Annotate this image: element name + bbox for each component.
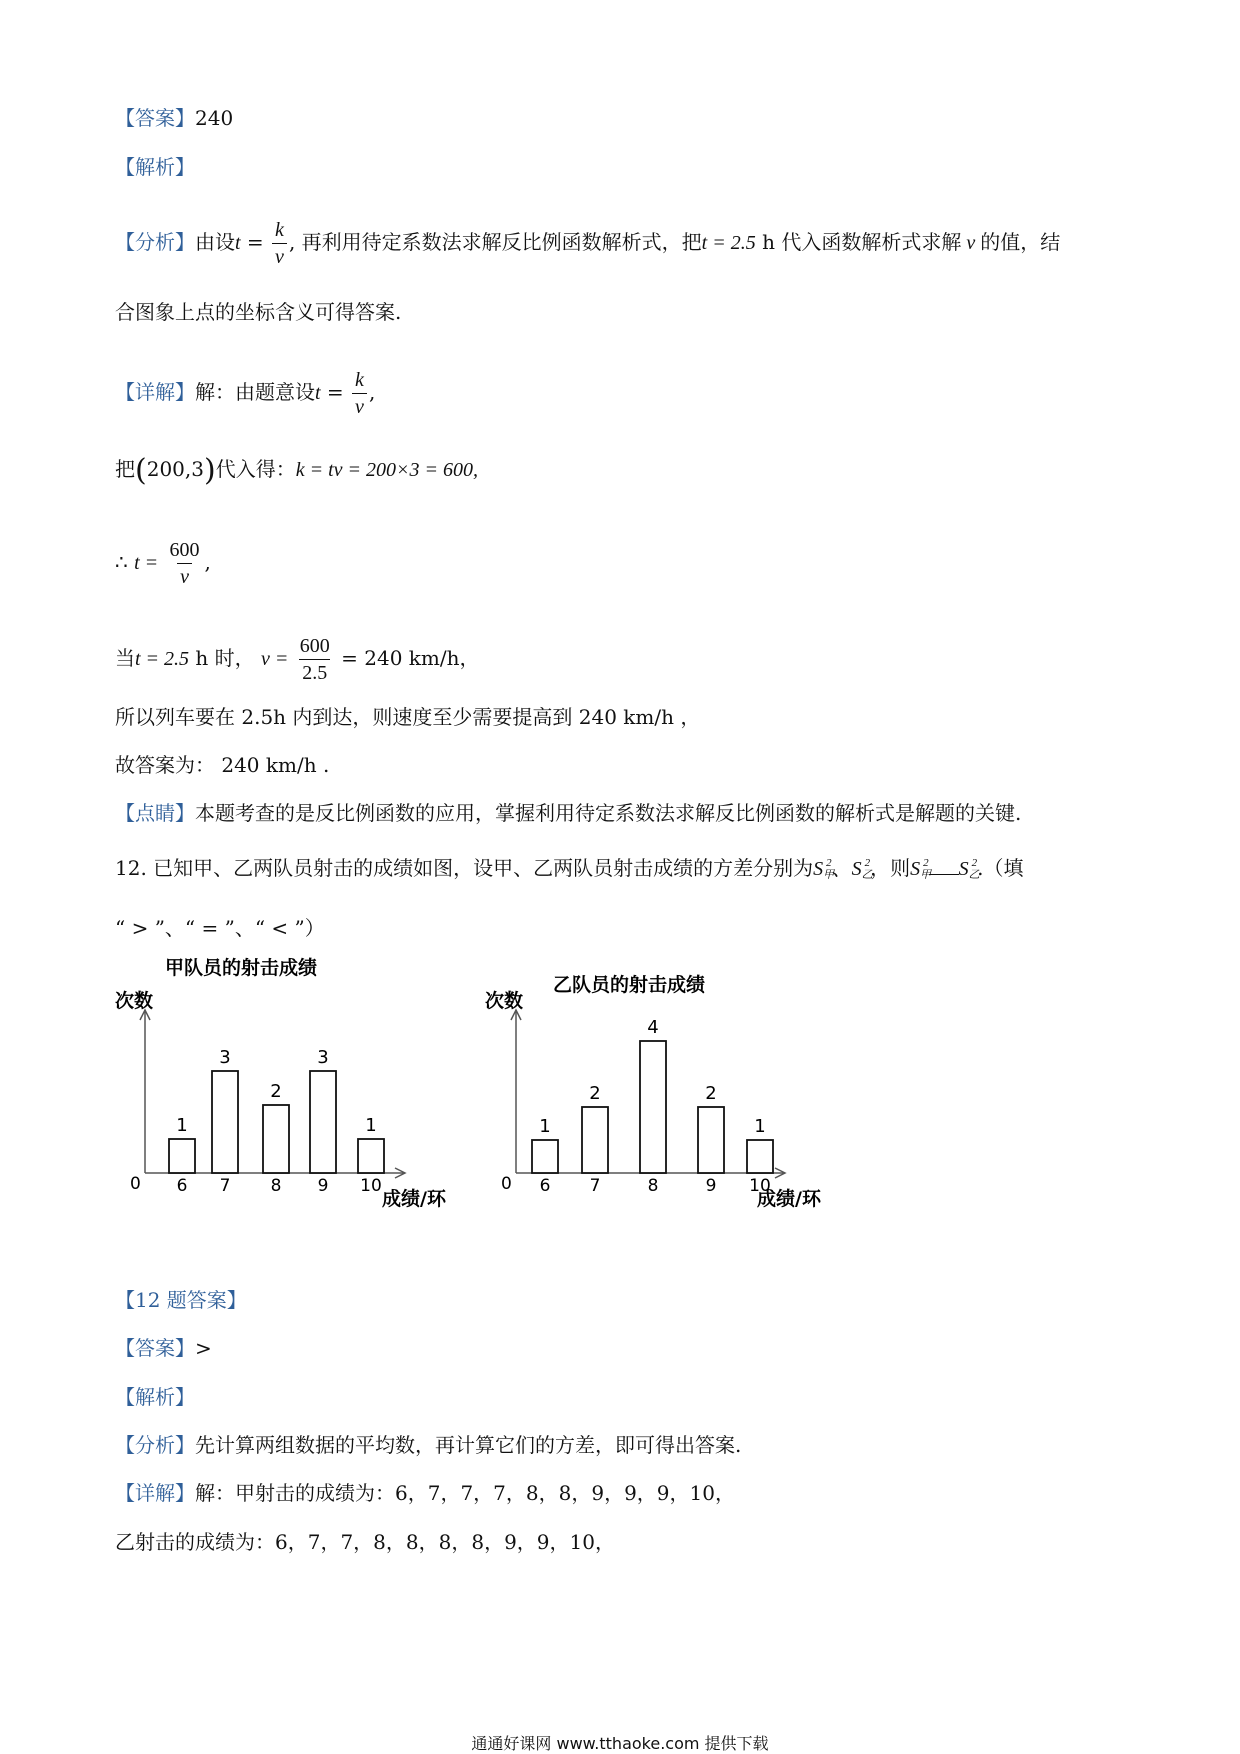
question-12-text-b: ，则 [870, 856, 911, 880]
question-12-text-a: 12. 已知甲、乙两队员射击的成绩如图，设甲、乙两队员射击成绩的方差分别为 [115, 856, 814, 880]
bar-value-label: 4 [647, 1017, 659, 1038]
bar [747, 1140, 773, 1173]
bar-value-label: 1 [539, 1116, 551, 1137]
sub-jia: 甲 [823, 869, 835, 881]
bar [310, 1071, 336, 1173]
chart-jia [115, 950, 475, 1220]
separator: 、 [831, 856, 852, 880]
xiangjie-line-b [115, 1483, 735, 1503]
bar [358, 1139, 384, 1173]
substitute-text-b: 代入得： [215, 457, 296, 481]
jia-scores: 解：甲射击的成绩为：6，7，7，7，8，8，9，9，9，10， [195, 1481, 735, 1505]
answer-value: 240 [195, 106, 234, 130]
fraction-k-over-v [272, 220, 287, 267]
therefore-line: ∴ t = $\frac{600}{v}$ , [115, 539, 211, 588]
fenxi-text-c: 代入函数解析式求解 [781, 230, 962, 254]
x-tick-label: 7 [219, 1176, 231, 1196]
question-12-line [115, 858, 1024, 881]
fraction-numerator-3: 600 [169, 539, 200, 561]
s-jia-squared-2: S甲$^2$ [910, 857, 932, 881]
so-line: 所以列车要在 2.5h 内到达，则速度至少需要提高到 240 km/h ， [115, 705, 701, 729]
fraction-denominator-2: v [352, 393, 367, 417]
answer-line [115, 108, 233, 128]
fenxi-tag: 【分析】 [115, 230, 195, 254]
bar-value-label: 3 [317, 1047, 329, 1068]
y-axis-label: 次数 [115, 990, 154, 1012]
bar-value-label: 2 [589, 1083, 601, 1104]
x-tick-label: 6 [176, 1176, 188, 1196]
x-tick-label: 8 [270, 1176, 282, 1196]
dianjing-tag: 【点睛】 [115, 801, 195, 825]
fraction-k-over-v-2 [352, 370, 367, 417]
x-tick-label: 7 [589, 1176, 601, 1196]
sup-2: 2 [826, 857, 832, 869]
substitute-text-a: 把 [115, 457, 135, 481]
bar-value-label: 2 [270, 1081, 282, 1102]
analysis-tag: 【解析】 [115, 155, 195, 179]
bar [532, 1140, 558, 1173]
x-tick-label: 9 [705, 1176, 717, 1196]
when-text-b: 时， [214, 646, 255, 670]
xiangjie-tag: 【详解】 [115, 380, 195, 404]
answer-tag-2: 【答案】 [115, 1336, 195, 1360]
t-equals-2-5-b: t = 2.5 [135, 648, 190, 670]
footer: 通通好课网 www.tthaoke.com 提供下载 [471, 1734, 769, 1753]
answer-blank[interactable] [929, 858, 959, 875]
x-tick-label: 6 [539, 1176, 551, 1196]
fenxi-text-a: 由设 [195, 230, 235, 254]
bar-value-label: 1 [176, 1115, 188, 1136]
dianjing-text: 本题考查的是反比例函数的应用，掌握利用待定系数法求解反比例函数的解析式是解题的关键. [195, 801, 1022, 825]
x-axis-label: 成绩/环 [757, 1188, 821, 1210]
fraction-numerator-4: 600 [299, 635, 330, 657]
x-tick-label: 10 [360, 1176, 382, 1196]
sup-2b: 2 [864, 857, 871, 869]
bar [169, 1139, 195, 1173]
bar-value-label: 1 [754, 1116, 766, 1137]
paren-close: ) [203, 453, 216, 488]
fenxi-text-b: , 再利用待定系数法求解反比例函数解析式，把 [288, 230, 702, 254]
answer-tag: 【答案】 [115, 106, 195, 130]
bar [698, 1107, 724, 1173]
when-text-a: 当 [115, 646, 135, 670]
fraction-denominator: v [272, 243, 287, 267]
fenxi-text-b2: 先计算两组数据的平均数，再计算它们的方差，即可得出答案. [195, 1433, 742, 1457]
bar-value-label: 2 [705, 1083, 717, 1104]
s-yi-squared-2: S乙$^2$ [958, 857, 980, 881]
origin-label: 0 [130, 1174, 141, 1194]
fenxi-line-b [115, 1435, 741, 1455]
yi-scores: 乙射击的成绩为：6，7，7，8，8，8，8，9，9，10， [115, 1530, 615, 1554]
fenxi-tag-b: 【分析】 [115, 1433, 195, 1457]
fraction-numerator: k [275, 219, 284, 241]
x-tick-label: 10 [749, 1176, 771, 1196]
fraction-numerator-2: k [355, 369, 364, 391]
analysis-tag-2: 【解析】 [115, 1385, 195, 1409]
sup-2d: 2 [971, 857, 978, 869]
sup-2c: 2 [923, 857, 929, 869]
answer-value-2: > [195, 1336, 212, 1360]
x-tick-label: 9 [317, 1176, 329, 1196]
s-yi-squared: S乙$^2$ [851, 857, 873, 881]
when-line: 当t = 2.5 h 时， v = $\frac{600}{2.5}$ = 240 km/h， [115, 635, 480, 684]
sub-jia-2: 甲 [920, 869, 932, 881]
v-result: = 240 km/h [341, 646, 460, 670]
bar-value-label: 1 [365, 1115, 377, 1136]
final-answer-line: 故答案为： 240 km/h . [115, 753, 330, 777]
fraction-600-over-v [167, 540, 203, 587]
fraction-denominator-3: v [177, 563, 192, 587]
chart-yi [485, 960, 845, 1220]
bar [212, 1071, 238, 1173]
substitute-line [115, 453, 478, 488]
fraction-denominator-4: 2.5 [299, 659, 330, 683]
bar [640, 1041, 666, 1173]
v-eq: v = [261, 648, 289, 670]
xiangjie-line: 【详解】解：由题意设t = $\frac{k}{v}$ , [115, 369, 376, 418]
bar-value-label: 3 [219, 1047, 231, 1068]
var-v: v [961, 232, 981, 254]
y-axis-label: 次数 [485, 990, 524, 1012]
var-t: t [235, 232, 241, 254]
sub-yi: 乙 [861, 869, 873, 881]
xiangjie-tag-b: 【详解】 [115, 1481, 195, 1505]
s-jia-squared: S甲$^2$ [813, 857, 835, 881]
fenxi-line: 【分析】由设t = $\frac{k}{v}$ , 再利用待定系数法求解反比例函数解析式，把t = 2.5 h 代入函数解析式求解 v 的值，结 [115, 219, 1061, 268]
paren-open: ( [135, 453, 147, 488]
t-eq: t = [134, 552, 159, 574]
xiangjie-text: 解：由题意设 [195, 380, 315, 404]
k-equation: k = tv = 200×3 = 600, [295, 459, 478, 481]
bar [263, 1105, 289, 1173]
fenxi-line-2: 合图象上点的坐标含义可得答案. [115, 300, 402, 324]
origin-label: 0 [501, 1174, 512, 1194]
var-t-2: t [315, 382, 321, 404]
fenxi-text-d: 的值，结 [980, 230, 1061, 254]
q12-answer-tag: 【12 题答案】 [115, 1288, 247, 1312]
chart-title: 甲队员的射击成绩 [165, 957, 318, 979]
point-coords: 200,3 [146, 457, 204, 481]
fraction-600-over-2-5 [297, 636, 333, 683]
answer-line-2 [115, 1338, 212, 1358]
dianjing-line [115, 803, 1021, 823]
question-12-line-2: “ > ”、“ = ”、“ < ”） [115, 916, 325, 940]
sub-yi-2: 乙 [968, 869, 980, 881]
chart-title: 乙队员的射击成绩 [553, 974, 706, 996]
bar [582, 1107, 608, 1173]
question-12-text-c: .（填 [977, 856, 1024, 880]
therefore-symbol: ∴ [115, 550, 128, 574]
x-tick-label: 8 [647, 1176, 659, 1196]
t-equals-2-5: t = 2.5 [701, 232, 756, 254]
x-axis-label: 成绩/环 [382, 1188, 446, 1210]
